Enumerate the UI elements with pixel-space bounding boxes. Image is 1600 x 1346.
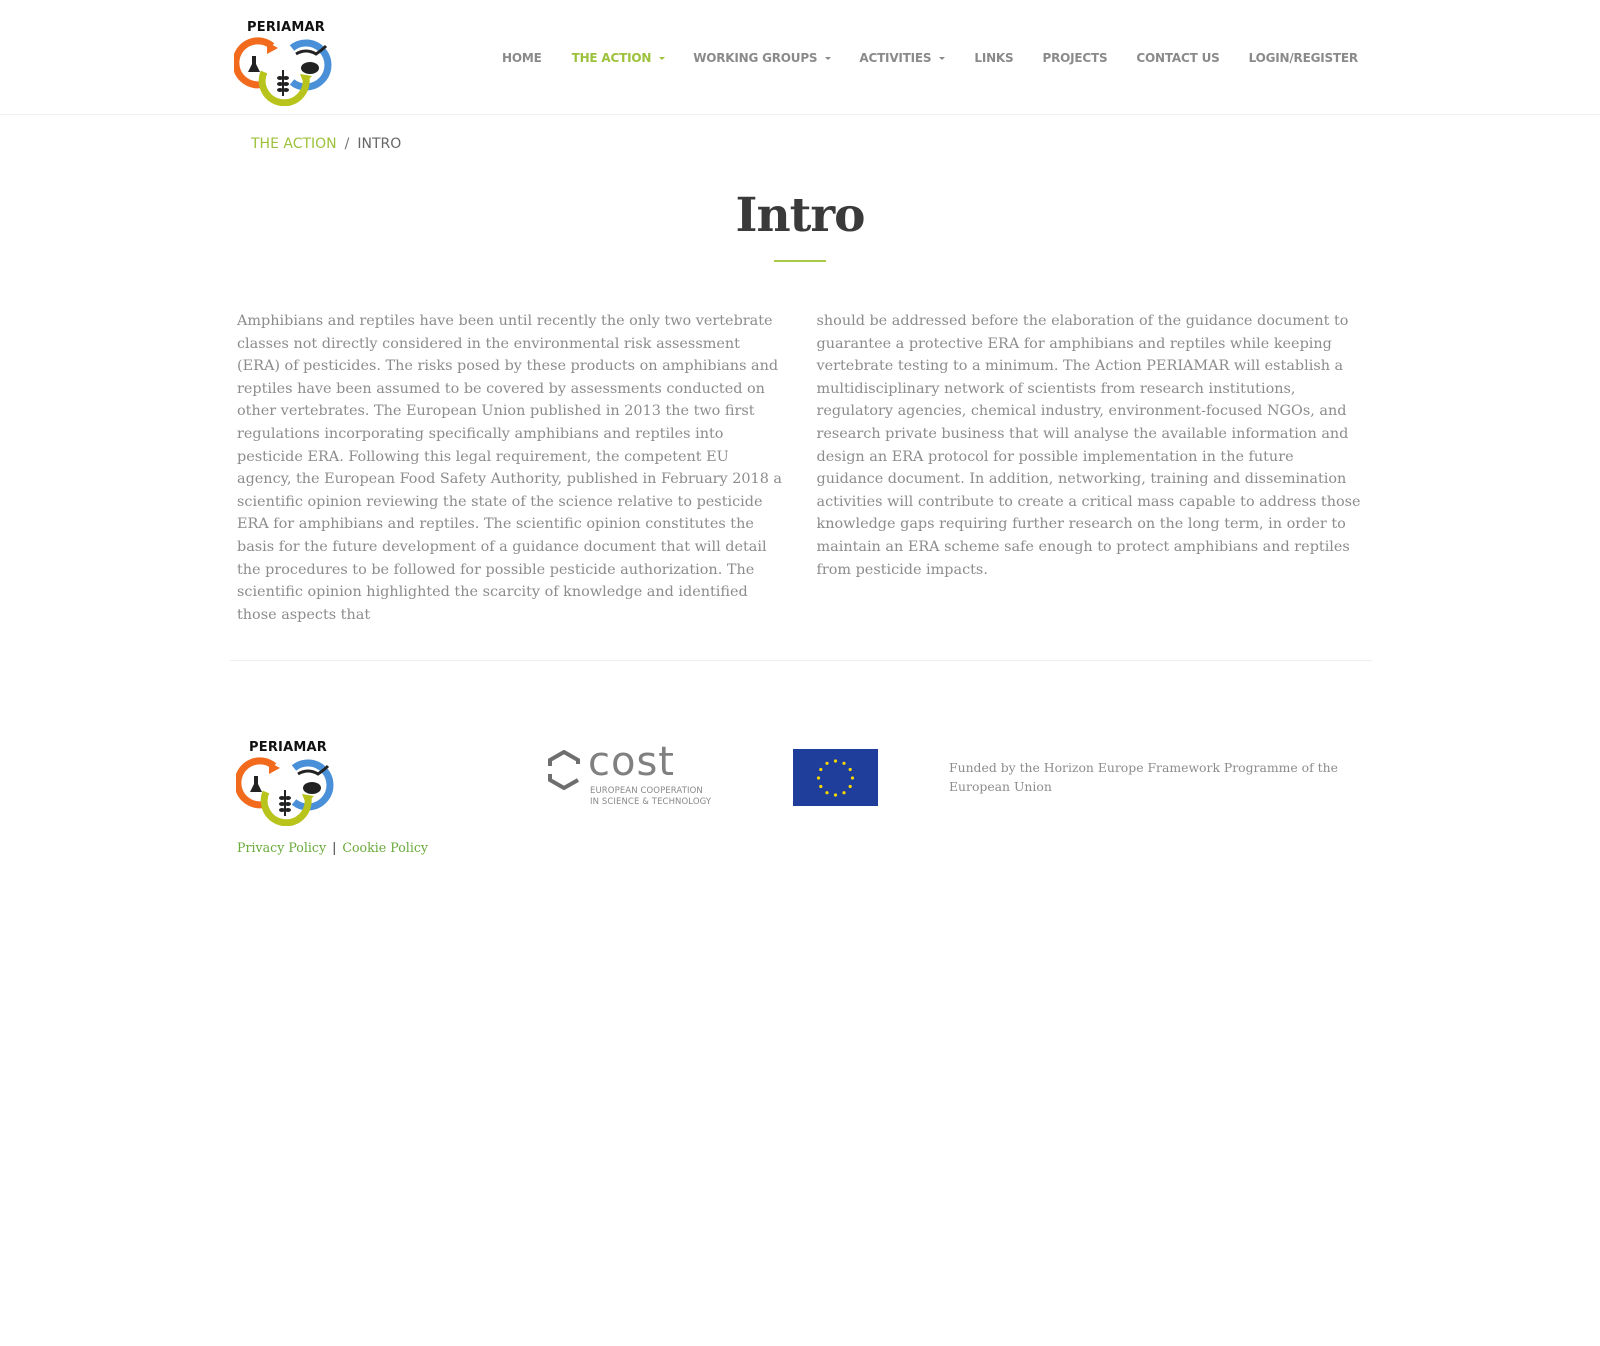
footer-links <box>237 840 428 855</box>
cost-logo[interactable] <box>546 739 712 808</box>
nav-label: ACTIVITIES <box>859 51 932 65</box>
page-title: Intro <box>735 188 865 243</box>
intro-paragraph-left: Amphibians and reptiles have been until recently the only two vertebrate classes not directly considered in the environmental risk assessment (ERA) of pesticides. The risks posed by these products on amphibians and reptiles have been assumed to be covered by assessments conducted on other vertebrates. The European Union published in 2013 the two first regulations incorporating specifically amphibians and reptiles into pesticide ERA. Following this legal requirement, the competent EU agency, the European Food Safety Authority, published in February 2018 a scientific opinion reviewing the state of the science relative to pesticide ERA for amphibians and reptiles. The scientific opinion constitutes the basis for the future development of a guidance document that will detail the procedures to be followed for possible pesticide authorization. The scientific opinion highlighted the scarcity of knowledge and identified those aspects that <box>237 313 783 623</box>
periamar-logo-icon <box>236 754 340 826</box>
nav-label: HOME <box>502 51 542 65</box>
nav-activities[interactable] <box>859 51 945 65</box>
periamar-logo-icon <box>234 34 338 106</box>
intro-content <box>237 310 1362 626</box>
main-nav <box>502 48 1358 68</box>
nav-contact-us[interactable] <box>1136 51 1219 65</box>
privacy-policy-link[interactable]: Privacy Policy <box>237 840 327 855</box>
footer-link-separator: | <box>332 840 337 855</box>
intro-paragraph-right: should be addressed before the elaboration of the guidance document to guarantee a protective ERA for amphibians and reptiles while keeping vertebrate testing to a minimum. The Action PERIAMAR will establish a multidisciplinary network of scientists from research institutions, regulatory agencies, chemical industry, environment-focused NGOs, and research private business that will analyse the available information and design an ERA protocol for possible implementation in the future guidance document. In addition, networking, training and dissemination activities will contribute to create a critical mass capable to address those knowledge gaps requiring further research on the long term, in order to maintain an ERA scheme safe enough to protect amphibians and reptiles from pesticide impacts. <box>816 313 1361 578</box>
logo-title: PERIAMAR <box>247 20 325 35</box>
nav-projects[interactable] <box>1042 51 1107 65</box>
title-underline <box>774 260 826 262</box>
footer-divider <box>230 660 1372 661</box>
nav-label: THE ACTION <box>571 51 652 65</box>
nav-label: WORKING GROUPS <box>693 51 818 65</box>
breadcrumb-the-action[interactable]: THE ACTION <box>251 136 337 152</box>
breadcrumb-separator: / <box>344 136 350 152</box>
content-column-left <box>237 310 783 626</box>
cookie-policy-link[interactable]: Cookie Policy <box>342 840 429 855</box>
cost-wordmark: cost <box>588 739 675 785</box>
footer-periamar-logo[interactable] <box>236 740 340 824</box>
logo-title: PERIAMAR <box>249 740 327 755</box>
cost-hexagon-icon <box>546 750 582 790</box>
breadcrumb <box>251 136 401 152</box>
caret-down-icon <box>659 57 665 60</box>
cost-subtitle-2: IN SCIENCE & TECHNOLOGY <box>590 797 712 807</box>
nav-label: PROJECTS <box>1042 51 1108 65</box>
nav-home[interactable] <box>502 51 542 65</box>
nav-the-action[interactable] <box>572 51 666 65</box>
nav-label: LINKS <box>974 51 1014 65</box>
nav-login-register[interactable] <box>1249 51 1358 65</box>
nav-working-groups[interactable] <box>693 51 831 65</box>
periamar-logo[interactable] <box>234 20 338 104</box>
caret-down-icon <box>825 57 831 60</box>
nav-label: LOGIN/REGISTER <box>1248 51 1358 65</box>
content-column-right <box>817 310 1363 626</box>
site-header <box>0 0 1600 115</box>
cost-subtitle-1: EUROPEAN COOPERATION <box>590 786 703 796</box>
funding-statement: Funded by the Horizon Europe Framework Programme of the European Union <box>949 760 1338 794</box>
breadcrumb-current: INTRO <box>357 136 402 152</box>
caret-down-icon <box>939 57 945 60</box>
eu-flag-icon <box>793 749 878 806</box>
nav-links[interactable] <box>974 51 1013 65</box>
nav-label: CONTACT US <box>1136 51 1220 65</box>
